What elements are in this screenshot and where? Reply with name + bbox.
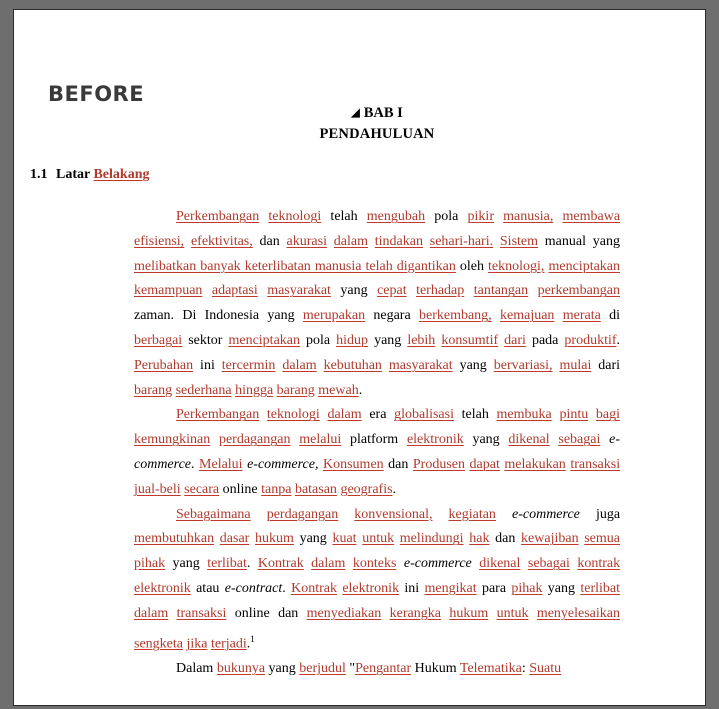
before-watermark: BEFORE	[48, 82, 145, 106]
paragraph-1: Perkembangan teknologi telah mengubah pola pikir manusia, membawa efisiensi, efektivitas, dan akurasi dalam tindakan sehari-hari. Sistem manual yang melibatkan banyak keterlibatan manusia telah digantikan oleh teknologi, menciptakan kemampuan adaptasi masyarakat yang cepat terhadap tantangan perkembangan zaman. Di Indonesia yang merupakan negara berkembang, kemajuan merata di berbagai sektor menciptakan pola hidup yang lebih konsumtif dari pada produktif. Perubahan ini tercermin dalam kebutuhan masyarakat yang bervariasi, mulai dari barang sederhana hingga barang mewah.	[134, 209, 621, 398]
chapter-subtitle: PENDAHULUAN	[319, 126, 435, 142]
paragraph-4: Dalam bukunya yang berjudul "Pengantar Hukum Telematika: Suatu	[176, 661, 562, 676]
paragraph-2: Perkembangan teknologi dalam era globalisasi telah membuka pintu bagi kemungkinan perdagangan melalui platform elektronik yang dikenal sebagai e-commerce. Melalui e-commerce, Konsumen dan Produsen dapat melakukan transaksi jual-beli secara online tanpa batasan geografis.	[134, 407, 621, 497]
collapse-marker-icon[interactable]: ◢	[351, 107, 360, 119]
paragraph-3: Sebagaimana perdagangan konvensional, kegiatan e-commerce juga membutuhkan dasar hukum yang kuat untuk melindungi hak dan kewajiban semua pihak yang terlibat. Kontrak dalam konteks e-commerce dikenal sebagai kontrak elektronik atau e-contract. Kontrak elektronik ini mengikat para pihak yang terlibat dalam transaksi online dan menyediakan kerangka hukum untuk menyelesaikan sengketa jika terjadi.$^1$	[134, 506, 621, 652]
chapter-title: BAB I	[363, 105, 403, 121]
section-number: 1.1	[30, 167, 48, 182]
section-title-plain: Latar	[56, 167, 94, 182]
chapter-heading	[134, 105, 620, 122]
section-title-flagged: Belakang	[93, 167, 150, 182]
section-heading	[30, 167, 620, 183]
document-body	[30, 105, 621, 682]
document-page	[14, 10, 705, 705]
